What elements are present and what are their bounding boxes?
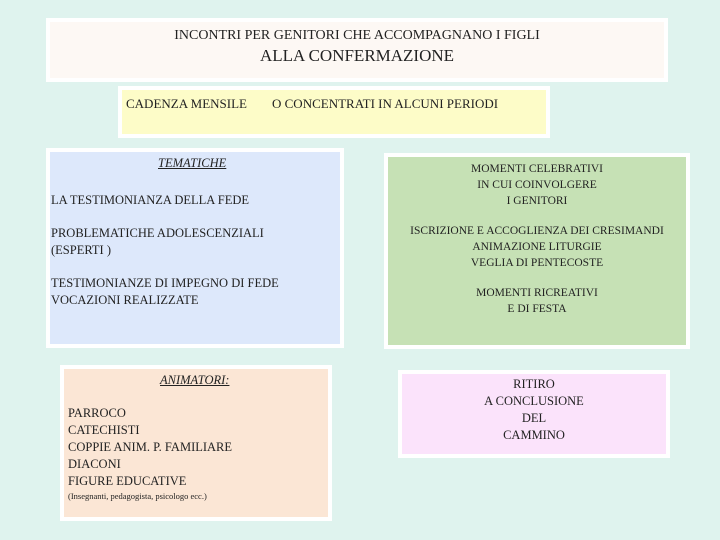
animatori-note: (Insegnanti, pedagogista, psicologo ecc.) — [68, 491, 207, 501]
animatori-item: COPPIE ANIM. P. FAMILIARE — [68, 440, 233, 454]
cadenza-monthly-label: CADENZA MENSILE — [126, 96, 247, 111]
tematiche-header: TEMATICHE — [158, 156, 227, 170]
animatori-box — [60, 365, 332, 521]
animatori-list — [68, 405, 232, 490]
tematiche-box — [46, 148, 344, 348]
momenti-item: MOMENTI RICREATIVI E DI FESTA — [476, 287, 598, 315]
cadenza-periods-label: O CONCENTRATI IN ALCUNI PERIODI — [272, 96, 499, 111]
ritiro-box — [398, 370, 670, 458]
momenti-box — [384, 153, 690, 349]
tematiche-item: PROBLEMATICHE ADOLESCENZIALI (ESPERTI ) — [51, 226, 264, 257]
animatori-item: CATECHISTI — [68, 423, 140, 437]
ritiro-text: RITIRO A CONCLUSIONE DEL CAMMINO — [484, 377, 584, 442]
momenti-item: ISCRIZIONE E ACCOGLIENZA DEI CRESIMANDI ANIMAZIONE LITURGIE VEGLIA DI PENTECOSTE — [410, 225, 664, 269]
title-line-2: ALLA CONFERMAZIONE — [259, 46, 455, 65]
animatori-item: PARROCO — [68, 406, 126, 420]
momenti-item: MOMENTI CELEBRATIVI IN CUI COINVOLGERE I GENITORI — [471, 163, 603, 207]
animatori-item: FIGURE EDUCATIVE — [68, 474, 187, 488]
title-line-1: INCONTRI PER GENITORI CHE ACCOMPAGNANO I FIGLI — [174, 28, 540, 43]
tematiche-item: LA TESTIMONIANZA DELLA FEDE — [51, 193, 250, 207]
animatori-header: ANIMATORI: — [160, 373, 230, 387]
cadenza-box — [118, 86, 550, 138]
animatori-item: DIACONI — [68, 457, 121, 471]
title-box — [46, 18, 668, 82]
tematiche-item: TESTIMONIANZE DI IMPEGNO DI FEDE VOCAZIONI REALIZZATE — [51, 276, 279, 307]
